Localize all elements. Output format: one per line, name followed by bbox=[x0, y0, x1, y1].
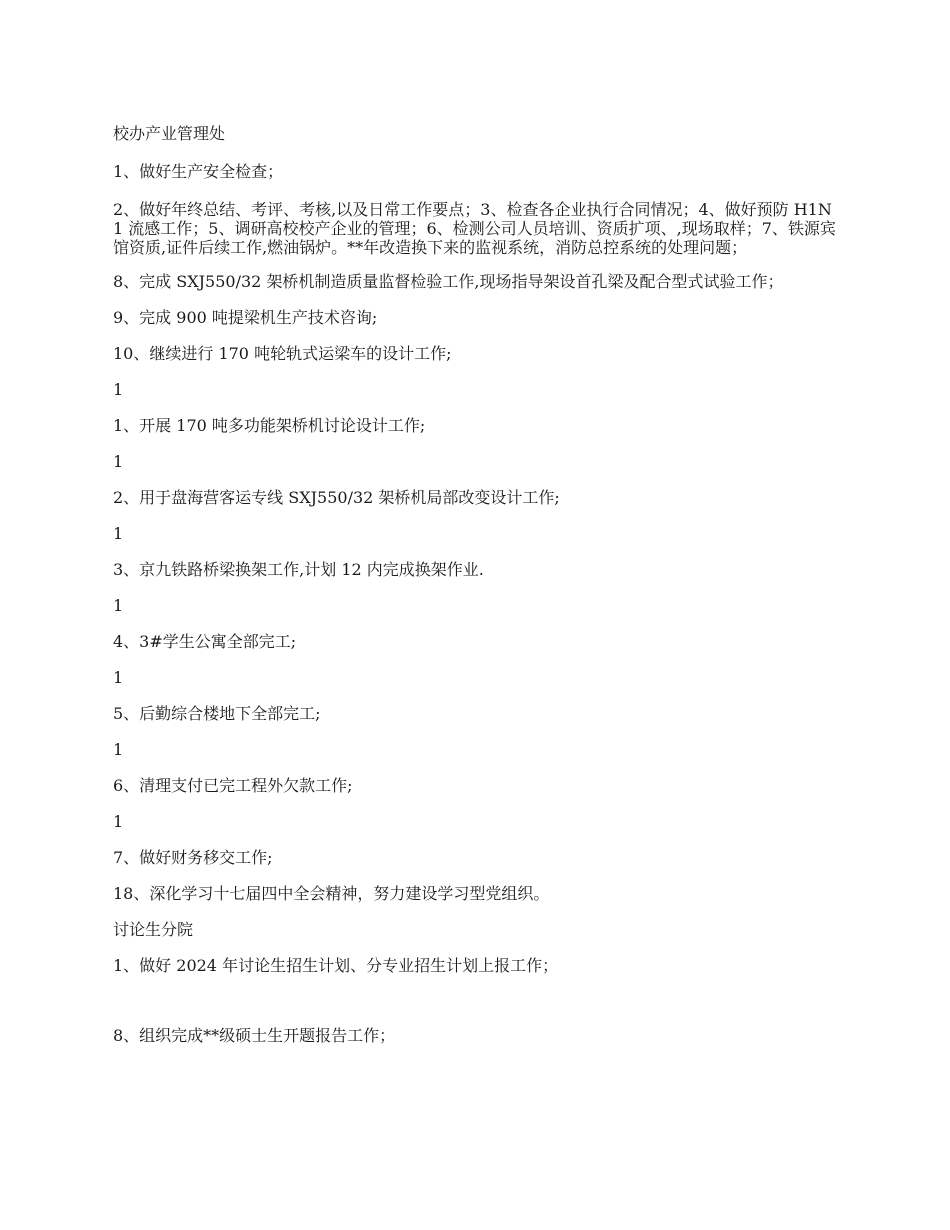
number-line: 1 bbox=[113, 524, 124, 543]
number-line: 1 bbox=[113, 596, 124, 615]
paragraph: 8、组织完成**级硕士生开题报告工作； bbox=[113, 1026, 396, 1045]
section-heading: 讨论生分院 bbox=[113, 920, 194, 939]
paragraph: 6、清理支付已完工程外欠款工作; bbox=[113, 776, 353, 795]
paragraph: 9、完成 900 吨提梁机生产技术咨询; bbox=[113, 308, 378, 327]
number-line: 1 bbox=[113, 380, 124, 399]
paragraph: 1、做好 2024 年讨论生招生计划、分专业招生计划上报工作； bbox=[113, 956, 559, 975]
number-line: 1 bbox=[113, 668, 124, 687]
paragraph: 7、做好财务移交工作; bbox=[113, 848, 273, 867]
paragraph: 2、用于盘海营客运专线 SXJ550/32 架桥机局部改变设计工作; bbox=[113, 488, 560, 507]
number-line: 1 bbox=[113, 740, 124, 759]
paragraph: 10、继续进行 170 吨轮轨式运梁车的设计工作; bbox=[113, 344, 452, 363]
number-line: 1 bbox=[113, 452, 124, 471]
paragraph: 2、做好年终总结、考评、考核,以及日常工作要点；3、检查各企业执行合同情况；4、做好预防 H1N1 流感工作；5、调研高校校产企业的管理；6、检测公司人员培训、资质扩项、,现场取样；7、铁源宾馆资质,证件后续工作,燃油锅炉。**年改造换下来的监视系统，消防总控系统的处理问题； bbox=[113, 200, 836, 257]
document-body bbox=[113, 124, 838, 1045]
paragraph: 5、后勤综合楼地下全部完工; bbox=[113, 704, 321, 723]
paragraph: 3、京九铁路桥梁换架工作,计划 12 内完成换架作业. bbox=[113, 560, 484, 579]
paragraph: 8、完成 SXJ550/32 架桥机制造质量监督检验工作,现场指导架设首孔梁及配合型式试验工作； bbox=[113, 272, 784, 291]
section-heading: 校办产业管理处 bbox=[113, 124, 226, 143]
paragraph: 1、开展 170 吨多功能架桥机讨论设计工作; bbox=[113, 416, 426, 435]
paragraph: 1、做好生产安全检查； bbox=[113, 162, 284, 181]
paragraph: 18、深化学习十七届四中全会精神，努力建设学习型党组织。 bbox=[113, 884, 550, 903]
paragraph: 4、3#学生公寓全部完工; bbox=[113, 632, 297, 651]
number-line: 1 bbox=[113, 812, 124, 831]
